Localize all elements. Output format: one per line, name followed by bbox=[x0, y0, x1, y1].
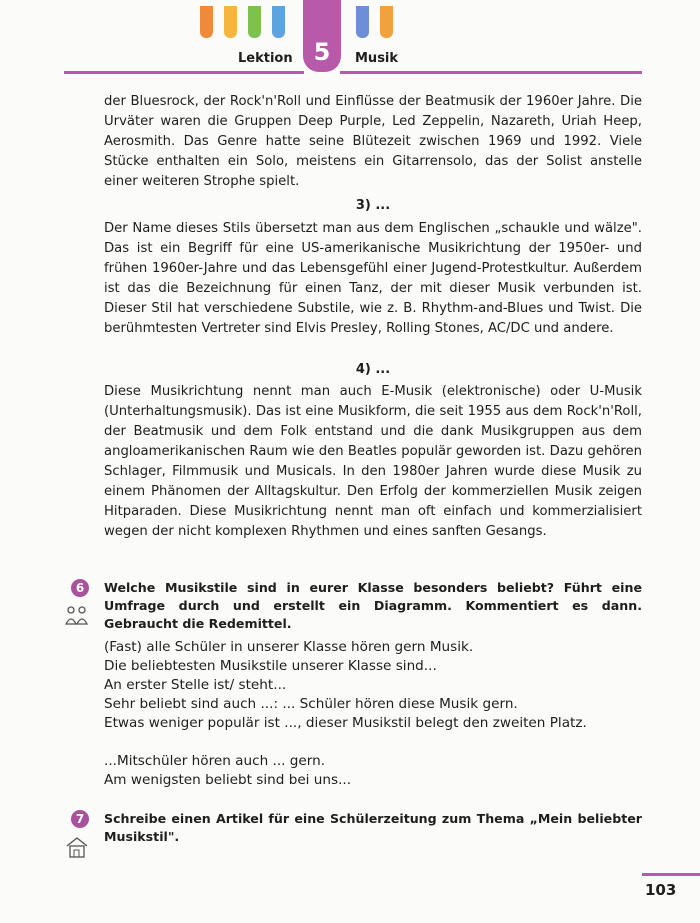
redemittel-item: ...Mitschüler hören auch ... gern. bbox=[104, 753, 326, 769]
color-tab bbox=[272, 6, 285, 38]
paragraph-4: Diese Musikrichtung nennt man auch E-Musik (elektronische) oder U-Musik (Unterhaltungsmusik). Das ist eine Musikform, die seit 1955 aus dem Rock'n'Roll, der Beatmusik und dem Folk entstand und die dank Musikgruppen aus dem angloamerikanischen Raum wie den Beatles populär geworden ist. Dazu gehören Schlager, Filmmusik und Musicals. In den 1980er Jahren wurde diese Musik zu einem Phänomen der Alltagskultur. Den Erfolg der kommerziellen Musik zeigen Hitparaden. Diese Musikrichtung nennt man oft einfach und kommerzialisiert wegen der nicht komplexen Rhythmen und eines sanften Gesangs. bbox=[104, 384, 642, 539]
pair-work-icon bbox=[62, 604, 92, 628]
task-6-number: 6 bbox=[71, 579, 89, 597]
redemittel-item: An erster Stelle ist/ steht... bbox=[104, 677, 287, 693]
header-rule-left bbox=[64, 71, 304, 74]
redemittel-item: Sehr beliebt sind auch ...: ... Schüler hören diese Musik gern. bbox=[104, 696, 518, 712]
header-tabs bbox=[0, 0, 700, 80]
paragraph-2-continued: der Bluesrock, der Rock'n'Roll und Einflüsse der Beatmusik der 1960er Jahre. Die Urväter waren die Gruppen Deep Purple, Led Zeppelin, Nazareth, Uriah Heep, Aerosmith. Das Genre hatte seine Blütezeit zwischen 1969 und 1992. Viele Stücke enthalten ein Solo, meistens ein Gitarrensolo, das der Solist anstelle einer weiteren Strophe spielt. bbox=[104, 94, 642, 189]
paragraph-3: Der Name dieses Stils übersetzt man aus dem Englischen „schaukle und wälze". Das ist ein Begriff für eine US-amerikanische Musikrichtung der 1950er- und frühen 1960er-Jahre und das Lebensgefühl einer Jugend-Protestkultur. Außerdem ist das die Bezeichnung für einen Tanz, der mit dieser Musik verbunden ist. Dieser Stil hat verschiedene Substile, wie z. B. Rhythm-and-Blues und Twist. Die berühmtesten Vertreter sind Elvis Presley, Rolling Stones, AC/DC und andere. bbox=[104, 221, 642, 336]
section-heading-4: 4) ... bbox=[355, 362, 391, 377]
lesson-number: 5 bbox=[313, 38, 331, 66]
color-tab bbox=[356, 6, 369, 38]
redemittel-item: Etwas weniger populär ist ..., dieser Musikstil belegt den zweiten Platz. bbox=[104, 715, 587, 731]
color-tab bbox=[380, 6, 393, 38]
musik-label: Musik bbox=[355, 51, 399, 66]
redemittel-item: Am wenigsten beliebt sind bei uns... bbox=[104, 772, 352, 788]
color-tab bbox=[200, 6, 213, 38]
header-rule-right bbox=[340, 71, 642, 74]
color-tab bbox=[224, 6, 237, 38]
page-number: 103 bbox=[645, 881, 677, 899]
redemittel-item: (Fast) alle Schüler in unserer Klasse hören gern Musik. bbox=[104, 639, 474, 655]
color-tab bbox=[248, 6, 261, 38]
section-heading-3: 3) ... bbox=[355, 198, 391, 213]
lektion-label: Lektion bbox=[238, 51, 293, 66]
task-6-instruction: Welche Musikstile sind in eurer Klasse besonders beliebt? Führt eine Umfrage durch und erstellt ein Diagramm. Kommentiert es dann. Gebraucht die Redemittel. bbox=[104, 580, 642, 631]
task-7-instruction: Schreibe einen Artikel für eine Schülerzeitung zum Thema „Mein beliebter Musikstil". bbox=[104, 811, 642, 844]
homework-house-icon bbox=[64, 835, 90, 859]
redemittel-item: Die beliebtesten Musikstile unserer Klasse sind... bbox=[104, 658, 437, 674]
footer-rule bbox=[642, 873, 700, 876]
task-7-number: 7 bbox=[71, 810, 89, 828]
